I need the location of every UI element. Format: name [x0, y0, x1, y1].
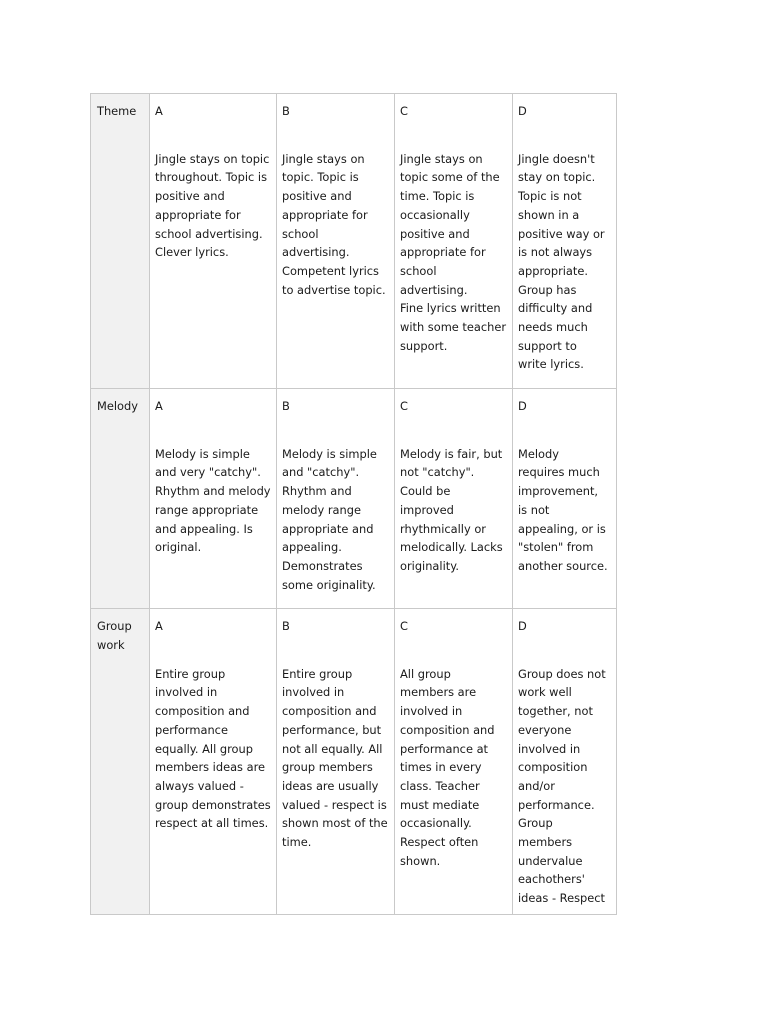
rubric-cell [150, 389, 277, 609]
criterion-cell [91, 389, 150, 609]
grade-description: Melody is simple and very "catchy". Rhythm and melody range appropriate and appealing. Is original. [155, 446, 271, 555]
grade-description: Jingle stays on topic some of the time. Topic is occasionally positive and appropriate for school advertising. Fine lyrics written with some teacher support. [400, 151, 507, 353]
grade-label: A [155, 399, 163, 413]
criterion-label: Theme [97, 104, 137, 118]
grade-description: Entire group involved in composition and performance equally. All group members ideas are always valued - group demonstrates respect at all times. [155, 666, 271, 831]
grade-label: B [282, 104, 290, 118]
rubric-cell [513, 389, 617, 609]
grade-description: Jingle doesn't stay on topic. Topic is not shown in a positive way or is not always appropriate. Group has difficulty and needs much support to write lyrics. [518, 151, 605, 372]
grade-label: B [282, 619, 290, 633]
grade-description: All group members are involved in composition and performance at times in every class. Teacher must mediate occasionally. Respect often shown. [400, 666, 495, 868]
grade-label: D [518, 104, 527, 118]
grade-label: C [400, 104, 408, 118]
grade-description: Group does not work well together, not everyone involved in composition and/or performance. Group members undervalue eachothers' ideas - Respect [518, 666, 606, 906]
criterion-cell [91, 94, 150, 389]
grade-description: Melody is fair, but not "catchy". Could be improved rhythmically or melodically. Lacks originality. [400, 446, 503, 573]
grade-label: C [400, 619, 408, 633]
rubric-row-melody [91, 389, 617, 609]
grade-label: C [400, 399, 408, 413]
rubric-table [90, 93, 617, 915]
grade-description: Jingle stays on topic. Topic is positive and appropriate for school advertising. Competent lyrics to advertise topic. [282, 151, 386, 297]
rubric-cell [395, 609, 513, 915]
grade-label: D [518, 399, 527, 413]
criterion-cell [91, 609, 150, 915]
criterion-label: Group work [97, 619, 132, 652]
rubric-cell [513, 94, 617, 389]
rubric-cell [395, 94, 513, 389]
grade-label: B [282, 399, 290, 413]
rubric-cell [277, 94, 395, 389]
rubric-cell [150, 94, 277, 389]
rubric-cell [150, 609, 277, 915]
criterion-label: Melody [97, 399, 138, 413]
grade-description: Entire group involved in composition and performance, but not all equally. All group members ideas are usually valued - respect is shown most of the time. [282, 666, 388, 850]
grade-description: Melody is simple and "catchy". Rhythm and melody range appropriate and appealing. Demonstrates some originality. [282, 446, 377, 592]
rubric-cell [277, 609, 395, 915]
rubric-cell [513, 609, 617, 915]
rubric-cell [395, 389, 513, 609]
rubric-cell [277, 389, 395, 609]
grade-description: Melody requires much improvement, is not appealing, or is "stolen" from another source. [518, 446, 608, 573]
grade-label: A [155, 619, 163, 633]
rubric-row-group-work [91, 609, 617, 915]
grade-description: Jingle stays on topic throughout. Topic is positive and appropriate for school advertising. Clever lyrics. [155, 151, 270, 260]
grade-label: D [518, 619, 527, 633]
rubric-row-theme [91, 94, 617, 389]
grade-label: A [155, 104, 163, 118]
